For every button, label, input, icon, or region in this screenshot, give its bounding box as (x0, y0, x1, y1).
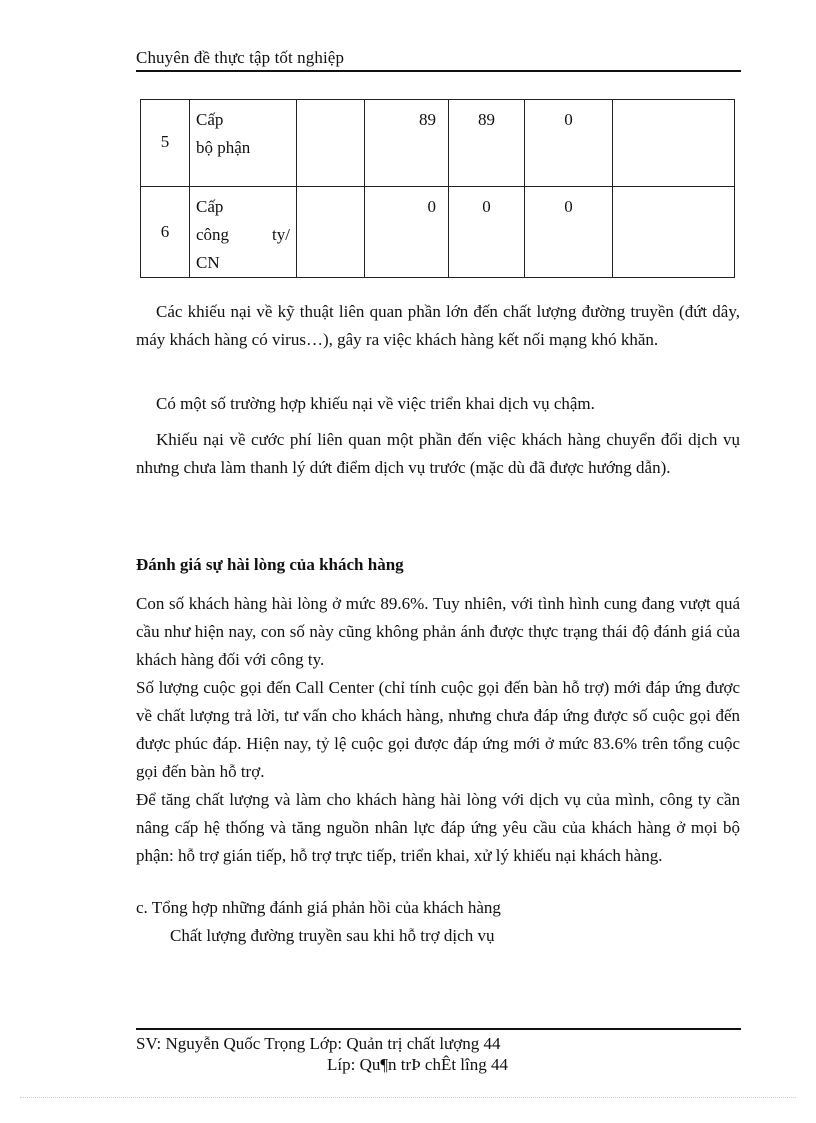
page-edge-divider (20, 1097, 796, 1098)
footer-class-garbled: Líp: Qu¶n trÞ chÊt lîng 44 (327, 1055, 508, 1074)
row-label-line (196, 221, 290, 249)
paragraph-technical-complaints: Các khiếu nại về kỹ thuật liên quan phần lớn đến chất lượng đường truyền (đứt dây, máy khách hàng có virus…), gây ra việc khách hàng kết nối mạng khó khăn. (136, 302, 740, 349)
value-cell: 0 (525, 100, 613, 187)
row-label (190, 100, 297, 187)
table-row (141, 187, 735, 278)
row-label-line: CN (196, 253, 220, 272)
header-title: Chuyên đề thực tập tốt nghiệp (136, 48, 345, 67)
header-rule (136, 70, 741, 72)
row-label (190, 187, 297, 278)
footer-student-info: SV: Nguyễn Quốc Trọng Lớp: Quản trị chất lượng 44 (136, 1034, 501, 1053)
footer-rule (136, 1028, 741, 1030)
data-table (140, 99, 735, 278)
value-cell: 0 (525, 187, 613, 278)
value-cell: 89 (449, 100, 525, 187)
row-label-line: Cấp (196, 110, 224, 129)
row-label-word: ty/ (272, 225, 290, 244)
paragraph-deployment-complaints: Có một số trường hợp khiếu nại về việc triển khai dịch vụ chậm. (156, 394, 595, 413)
row-number: 5 (141, 100, 190, 187)
row-label-word: công (196, 225, 230, 244)
value-cell: 0 (449, 187, 525, 278)
table-row (141, 100, 735, 187)
empty-cell (613, 187, 735, 278)
empty-cell (297, 100, 365, 187)
value-cell: 0 (365, 187, 449, 278)
sub-item-line-quality: Chất lượng đường truyền sau khi hỗ trợ dịch vụ (170, 926, 495, 945)
paragraph-improvement: Để tăng chất lượng và làm cho khách hàng hài lòng với dịch vụ của mình, công ty cần nâng cấp hệ thống và tăng nguồn nhân lực đáp ứng yêu cầu của khách hàng ở mọi bộ phận: hỗ trợ gián tiếp, hỗ trợ trực tiếp, triển khai, xử lý khiếu nại khách hàng. (136, 790, 740, 865)
paragraph-billing-complaints: Khiếu nại về cước phí liên quan một phần đến việc khách hàng chuyển đổi dịch vụ nhưng chưa làm thanh lý dứt điểm dịch vụ trước (mặc dù đã được hướng dẫn). (136, 430, 740, 477)
row-label-line: Cấp (196, 197, 224, 216)
paragraph-satisfaction: Con số khách hàng hài lòng ở mức 89.6%. Tuy nhiên, với tình hình cung đang vượt quá cầu như hiện nay, con số này cũng không phản ánh được thực trạng thái độ đánh giá của khách hàng đối với công ty. (136, 594, 740, 669)
value-cell: 89 (365, 100, 449, 187)
row-number: 6 (141, 187, 190, 278)
empty-cell (613, 100, 735, 187)
section-c-title: c. Tổng hợp những đánh giá phản hồi của khách hàng (136, 898, 501, 917)
row-label-line: bộ phận (196, 138, 251, 157)
section-heading: Đánh giá sự hài lòng của khách hàng (136, 555, 404, 574)
empty-cell (297, 187, 365, 278)
paragraph-call-center: Số lượng cuộc gọi đến Call Center (chỉ tính cuộc gọi đến bàn hỗ trợ) mới đáp ứng được về chất lượng trả lời, tư vấn cho khách hàng, nhưng chưa đáp ứng được số cuộc gọi đến được phúc đáp. Hiện nay, tỷ lệ cuộc gọi được đáp ứng mới ở mức 83.6% trên tổng cuộc gọi đến bàn hỗ trợ. (136, 678, 740, 781)
